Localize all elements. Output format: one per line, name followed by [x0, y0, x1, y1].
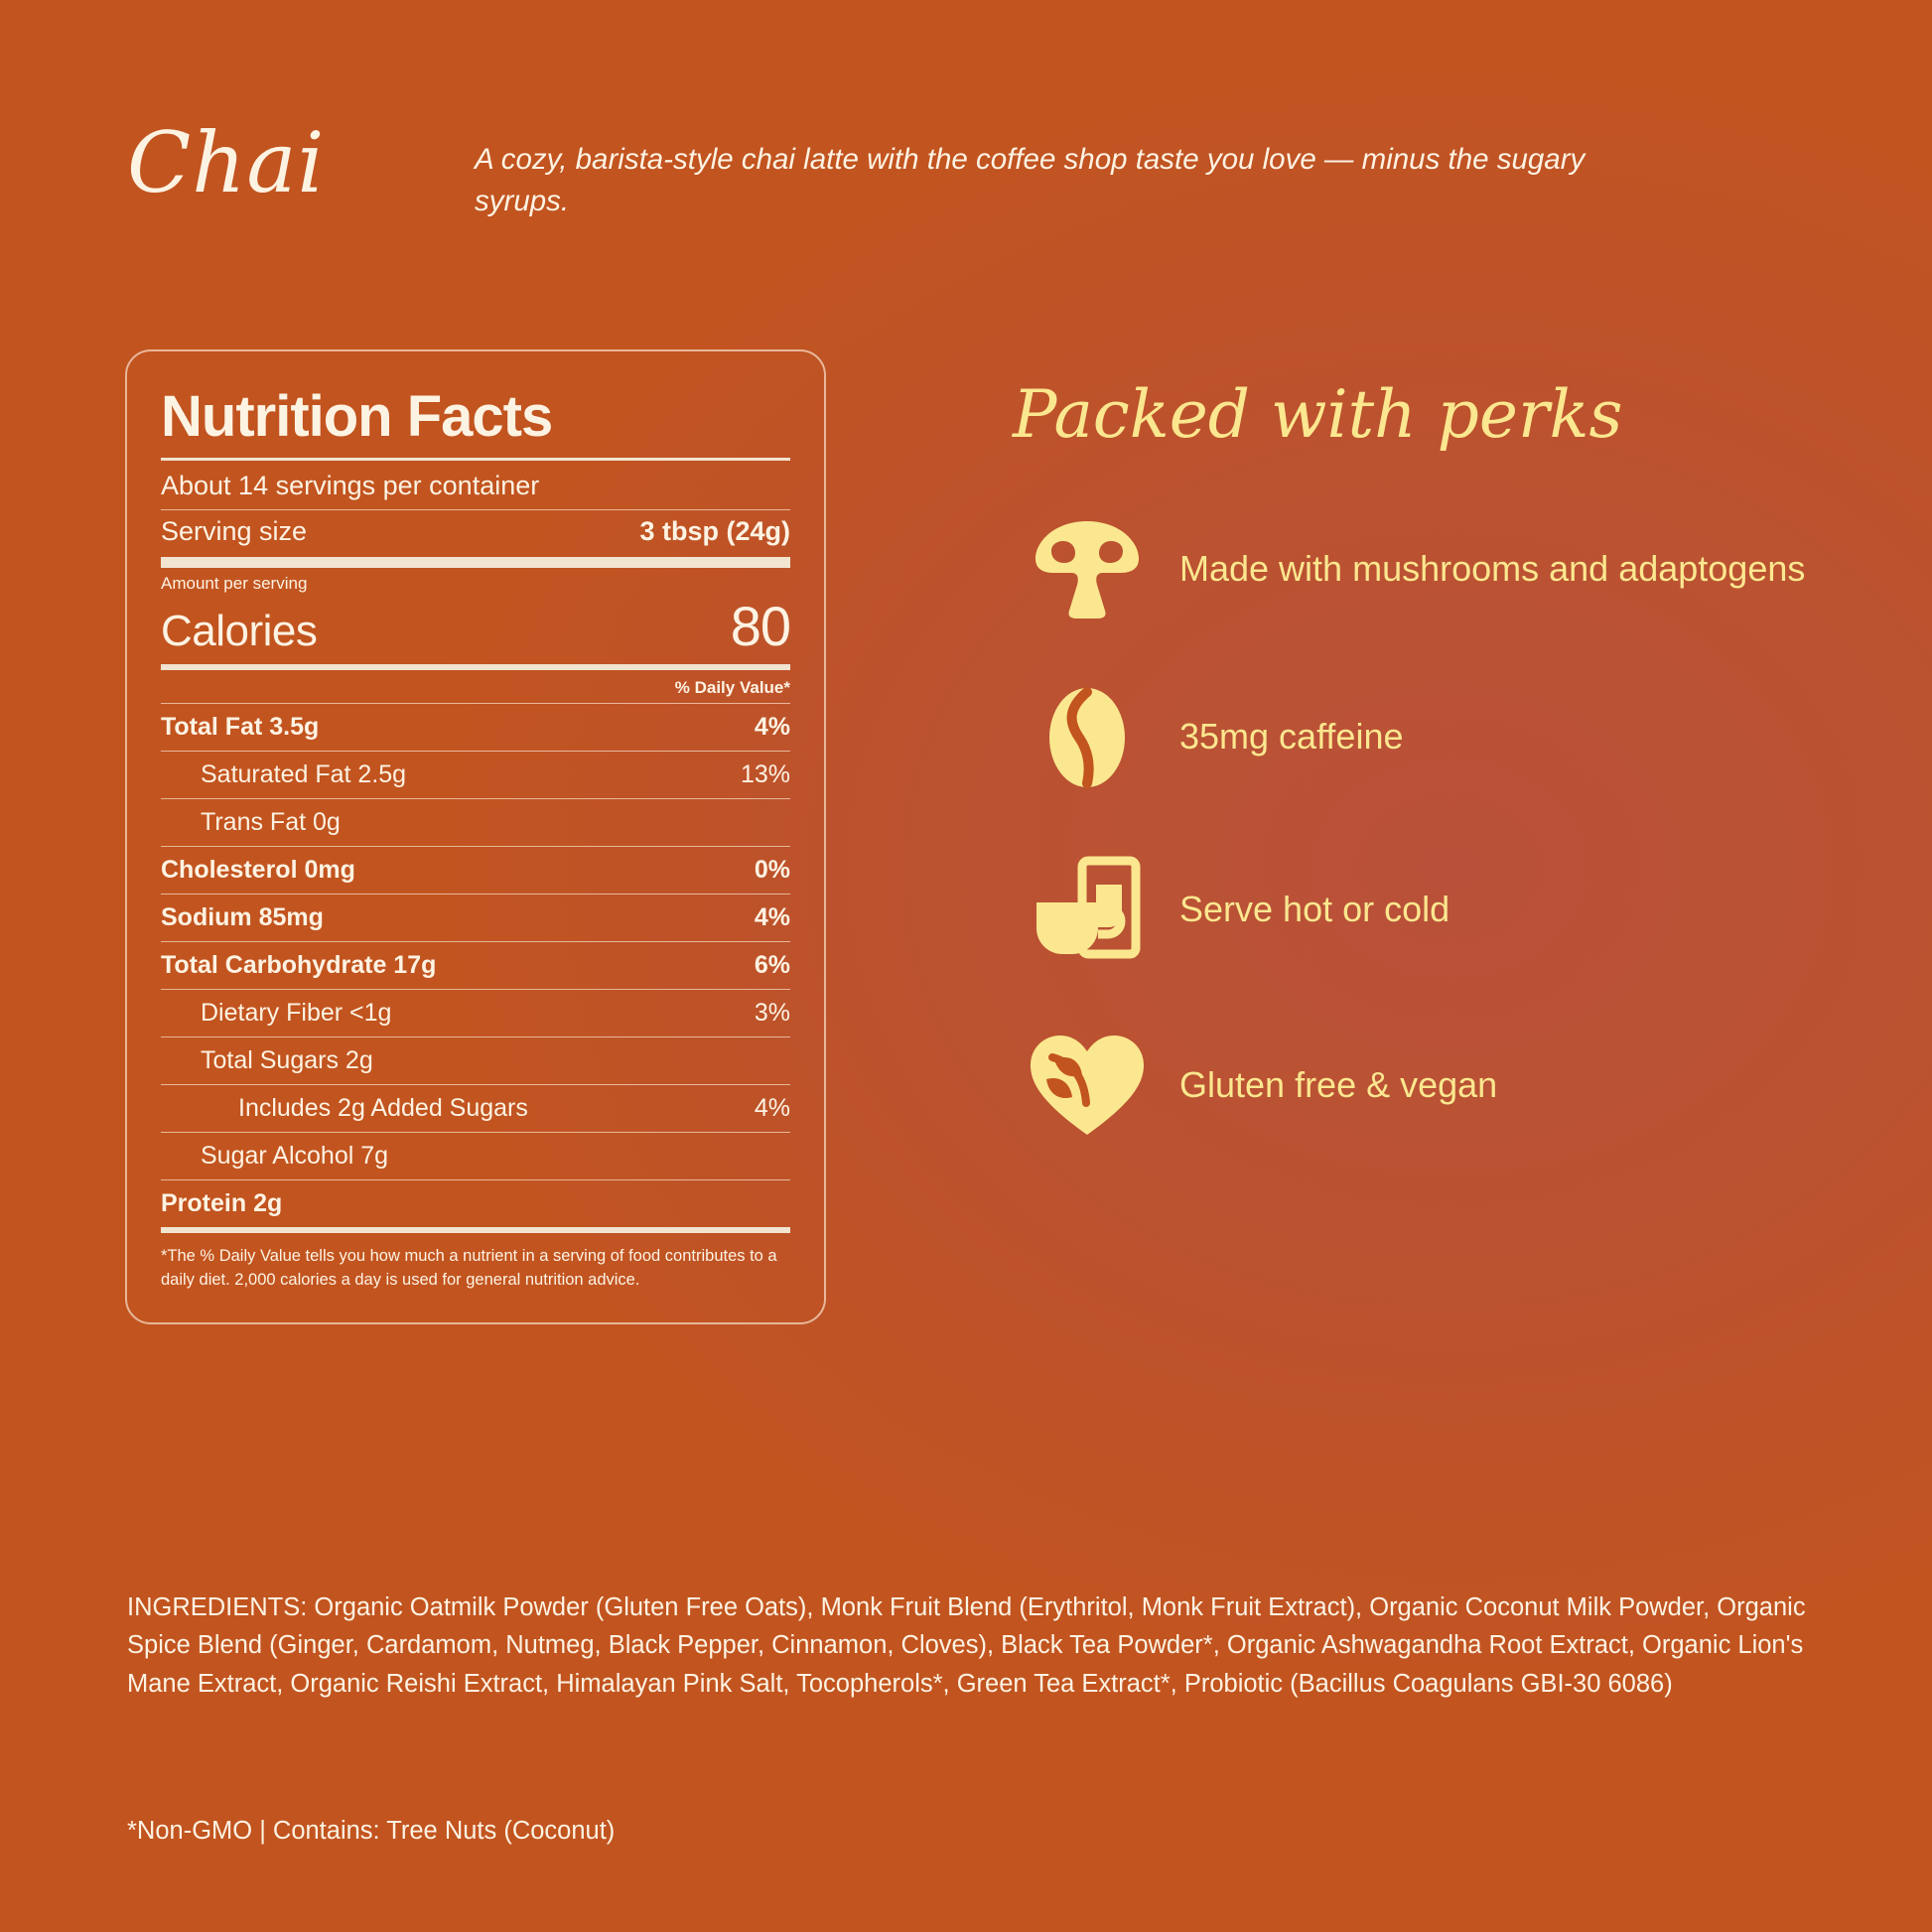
nutrient-daily-value: 4%	[754, 1093, 790, 1122]
nutrient-daily-value: 13%	[740, 759, 790, 788]
nutrient-name: Dietary Fiber <1g	[201, 998, 392, 1027]
nutrient-name: Trans Fat 0g	[201, 807, 341, 836]
coffee-bean-icon	[1013, 682, 1162, 793]
allergen-disclaimer: *Non-GMO | Contains: Tree Nuts (Coconut)	[127, 1817, 616, 1845]
mushroom-icon	[1013, 515, 1162, 624]
nutrient-daily-value: 4%	[754, 712, 790, 741]
product-header	[127, 114, 1813, 222]
heart-leaf-icon	[1013, 1028, 1162, 1145]
nutrient-name: Cholesterol 0mg	[161, 855, 355, 884]
nutrient-row	[161, 895, 790, 941]
daily-value-footnote: *The % Daily Value tells you how much a nutrient in a serving of food contributes to a daily diet. 2,000 calories a day is used for general nutrition advice.	[161, 1246, 777, 1289]
calories-row	[161, 594, 790, 664]
serving-size-row	[161, 510, 790, 557]
nutrient-row	[161, 1037, 790, 1084]
page-title: Chai	[127, 114, 326, 211]
perk-item	[1013, 682, 1827, 793]
perk-label: Serve hot or cold	[1179, 889, 1450, 930]
nutrient-row	[161, 942, 790, 989]
nutrient-daily-value: 0%	[754, 855, 790, 884]
amount-per-serving-label: Amount per serving	[161, 574, 308, 594]
nutrient-daily-value: 3%	[754, 998, 790, 1027]
perk-label: Gluten free & vegan	[1179, 1064, 1498, 1106]
nutrient-row	[161, 1133, 790, 1179]
nutrient-row	[161, 990, 790, 1036]
serving-size-value: 3 tbsp (24g)	[639, 516, 790, 547]
nutrition-facts-title: Nutrition Facts	[161, 384, 553, 449]
calories-label: Calories	[161, 606, 318, 655]
nutrient-name: Protein 2g	[161, 1188, 283, 1217]
perks-section	[1013, 376, 1827, 1202]
nutrient-row	[161, 799, 790, 846]
nutrient-name: Total Carbohydrate 17g	[161, 950, 437, 979]
calories-value: 80	[730, 594, 790, 657]
nutrient-name: Total Sugars 2g	[201, 1045, 373, 1074]
nutrient-name: Saturated Fat 2.5g	[201, 759, 407, 788]
nutrient-name: Sodium 85mg	[161, 902, 324, 931]
nutrient-row	[161, 752, 790, 798]
perk-label: Made with mushrooms and adaptogens	[1179, 548, 1806, 590]
nutrient-row	[161, 847, 790, 894]
hot-cold-cup-icon	[1013, 851, 1162, 970]
nutrient-name: Includes 2g Added Sugars	[238, 1093, 528, 1122]
product-description: A cozy, barista-style chai latte with the coffee shop taste you love — minus the sugary syrups.	[475, 143, 1586, 217]
divider	[161, 557, 790, 568]
perk-item	[1013, 1028, 1827, 1145]
daily-value-header: % Daily Value*	[674, 677, 790, 697]
nutrient-daily-value: 6%	[754, 950, 790, 979]
nutrient-rows	[161, 704, 790, 1233]
perk-item	[1013, 515, 1827, 624]
nutrient-row	[161, 1180, 790, 1227]
nutrient-daily-value: 4%	[754, 902, 790, 931]
nutrient-row	[161, 1085, 790, 1132]
perk-item	[1013, 851, 1827, 970]
serving-size-label: Serving size	[161, 516, 308, 547]
nutrient-name: Sugar Alcohol 7g	[201, 1141, 389, 1170]
nutrient-name: Total Fat 3.5g	[161, 712, 320, 741]
ingredients-text: INGREDIENTS: Organic Oatmilk Powder (Gluten Free Oats), Monk Fruit Blend (Erythritol, Monk Fruit Extract), Organic Coconut Milk Powder, Organic Spice Blend (Ginger, Cardamom, Nutmeg, Black Pepper, Cinnamon, Cloves), Black Tea Powder*, Organic Ashwagandha Root Extract, Organic Lion's Mane Extract, Organic Reishi Extract, Himalayan Pink Salt, Tocopherols*, Green Tea Extract*, Probiotic (Bacillus Coagulans GBI-30 6086)	[127, 1593, 1806, 1698]
perks-title: Packed with perks	[1013, 376, 1623, 453]
nutrition-facts-panel	[125, 349, 826, 1324]
perk-label: 35mg caffeine	[1179, 716, 1404, 758]
nutrient-row	[161, 704, 790, 751]
servings-per-container: About 14 servings per container	[161, 470, 540, 500]
